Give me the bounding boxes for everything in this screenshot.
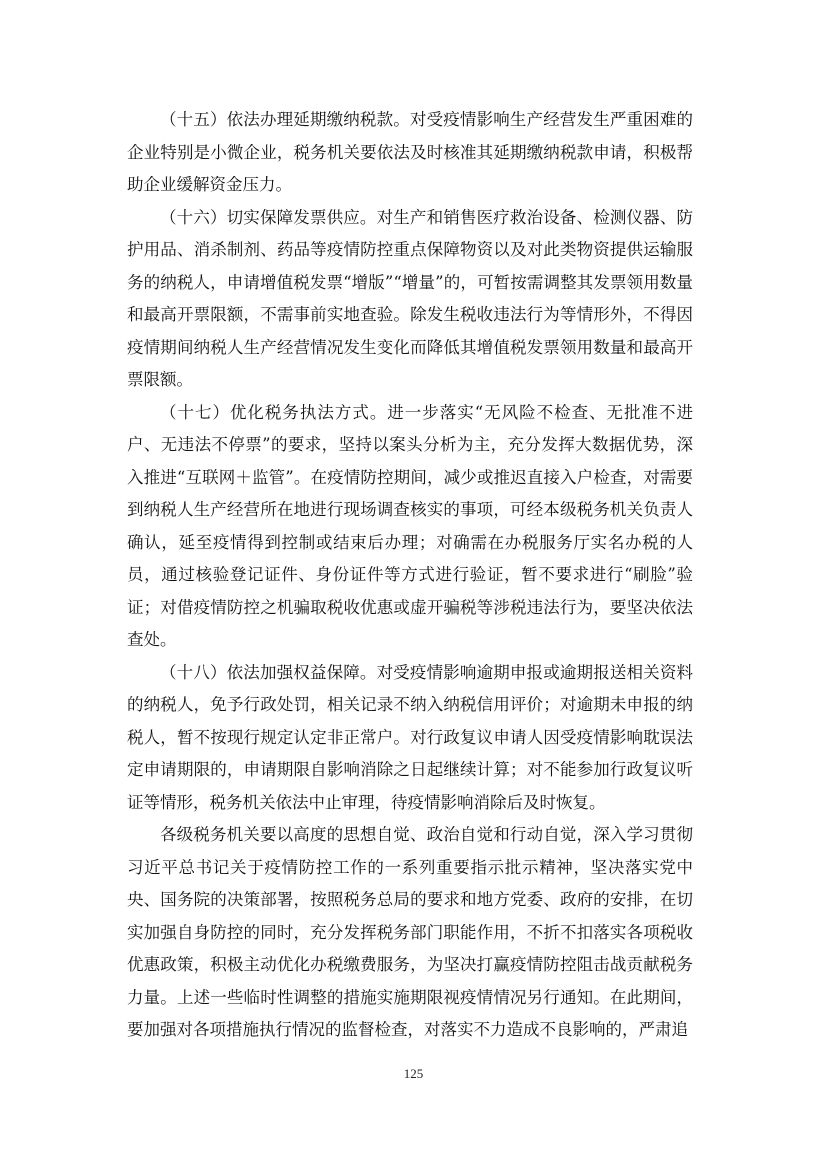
page-number: 125 — [403, 1066, 424, 1081]
paragraph-17-tax-enforcement: （十七）优化税务执法方式。进一步落实“无风险不检查、无批准不进户、无违法不停票”的要求，坚持以案头分析为主，充分发挥大数据优势，深入推进“互联网＋监管”。在疫情防控期间，减少或推迟直接入户检查，对需要到纳税人生产经营所在地进行现场调查核实的事项，可经本级税务机关负责人确认，延至疫情得到控制或结束后办理；对确需在办税服务厅实名办税的人员，通过核验登记证件、身份证件等方式进行验证，暂不要求进行“刷脸”验证；对借疫情防控之机骗取税收优惠或虚开骗税等涉税违法行为，要坚决依法查处。 — [127, 402, 693, 649]
paragraph-16-invoice-supply: （十六）切实保障发票供应。对生产和销售医疗救治设备、检测仪器、防护用品、消杀制剂、药品等疫情防控重点保障物资以及对此类物资提供运输服务的纳税人，申请增值税发票“增版”“增量”的，可暂按需调整其发票领用数量和最高开票限额，不需事前实地查验。除发生税收违法行为等情形外，不得因疫情期间纳税人生产经营情况发生变化而降低其增值税发票领用数量和最高开票限额。 — [127, 207, 693, 389]
paragraph-18-rights-protection: （十八）依法加强权益保障。对受疫情影响逾期申报或逾期报送相关资料的纳税人，免予行政处罚，相关记录不纳入纳税信用评价；对逾期未申报的纳税人，暂不按现行规定认定非正常户。对行政复议申请人因受疫情影响耽误法定申请期限的，申请期限自影响消除之日起继续计算；对不能参加行政复议听证等情形，税务机关依法中止审理，待疫情影响消除后及时恢复。 — [127, 662, 693, 812]
paragraph-closing-requirements: 各级税务机关要以高度的思想自觉、政治自觉和行动自觉，深入学习贯彻习近平总书记关于疫情防控工作的一系列重要指示批示精神，坚决落实党中央、国务院的决策部署，按照税务总局的要求和地方党委、政府的安排，在切实加强自身防控的同时，充分发挥税务部门职能作用，不折不扣落实各项税收优惠政策，积极主动优化办税缴费服务，为坚决打赢疫情防控阻击战贡献税务力量。上述一些临时性调整的措施实施期限视疫情情况另行通知。在此期间，要加强对各项措施执行情况的监督检查，对落实不力造成不良影响的，严肃追 — [127, 825, 693, 1039]
document-body — [127, 104, 693, 1047]
paragraph-15-deferred-tax-payment: （十五）依法办理延期缴纳税款。对受疫情影响生产经营发生严重困难的企业特别是小微企业，税务机关要依法及时核准其延期缴纳税款申请，积极帮助企业缓解资金压力。 — [127, 110, 693, 194]
